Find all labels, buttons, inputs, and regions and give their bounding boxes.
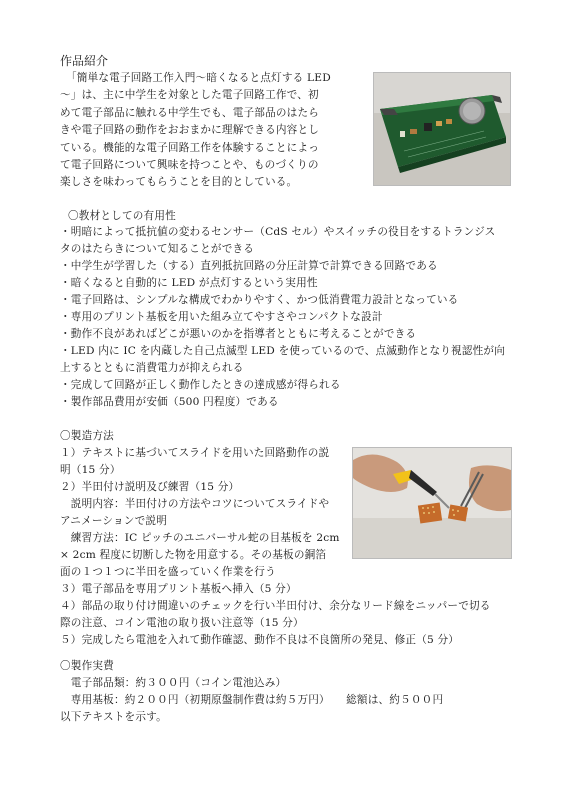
method-line: ３）電子部品を専用プリント基板へ挿入（5 分） (60, 583, 297, 595)
section-heading-intro: 作品紹介 (60, 54, 109, 68)
merit-line: ・完成して回路が正しく動作したときの達成感が得られる (60, 379, 341, 391)
intro-line: 楽しさを味わってもらうことを目的としている。 (60, 176, 298, 188)
section-heading-cost: 〇製作実費 (60, 660, 114, 672)
merit-line: ・専用のプリント基板を用いた組み立てやすさやコンパクトな設計 (60, 311, 383, 323)
intro-line: て電子回路について興味を持つことや、ものづくりの (60, 159, 319, 171)
circuit-board-photo (373, 72, 511, 186)
merit-line: 上するとともに消費電力が抑えられる (60, 362, 244, 374)
intro-line: ～」は、主に中学生を対象とした電子回路工作で、初 (60, 89, 319, 101)
intro-line: ている。機能的な電子回路工作を体験することによっ (60, 142, 320, 154)
soldering-practice-photo (352, 447, 512, 559)
merit-line: ・製作部品費用が安価（500 円程度）である (60, 396, 279, 408)
cost-line: 専用基板：約２００円（初期原盤制作費は約５万円） 総額は、約５００円 (60, 694, 444, 706)
method-line: 明（15 分） (60, 464, 121, 476)
merit-line: ・暗くなると自動的に LED が点灯するという実用性 (60, 277, 318, 289)
intro-line: きや電子回路の動作をおおまかに理解できる内容とし (60, 124, 320, 136)
merit-line: ・電子回路は、シンプルな構成でわかりやすく、かつ低消費電力設計となっている (60, 294, 459, 306)
method-line: １）テキストに基づいてスライドを用いた回路動作の説 (60, 447, 330, 459)
cost-line: 以下テキストを示す。 (60, 711, 167, 723)
method-line: ５）完成したら電池を入れて動作確認、動作不良は不良箇所の発見、修正（5 分） (60, 634, 460, 646)
cost-line: 電子部品類：約３００円（コイン電池込み） (60, 677, 287, 689)
merit-line: ・動作不良があればどこが悪いのかを指導者とともに考えることができる (60, 328, 417, 340)
method-line: 際の注意、コイン電池の取り扱い注意等（15 分） (60, 617, 304, 629)
section-heading-merits: 〇教材としての有用性 (68, 210, 176, 222)
intro-line: めて電子部品に触れる中学生でも、電子部品のはたら (60, 107, 320, 119)
merit-line: ・LED 内に IC を内蔵した自己点滅型 LED を使っているので、点滅動作となり視認性が向 (60, 345, 506, 357)
merit-line: タのはたらきについて知ることができる (60, 243, 255, 255)
method-line: ２）半田付け説明及び練習（15 分） (60, 481, 240, 493)
intro-line: 「簡単な電子回路工作入門～暗くなると点灯する LED (66, 72, 331, 84)
method-line: アニメーションで説明 (60, 515, 167, 527)
method-line: ４）部品の取り付け間違いのチェックを行い半田付け、余分なリード線をニッパーで切る (60, 600, 491, 612)
merit-line: ・明暗によって抵抗値の変わるセンサー（CdS セル）やスイッチの役目をするトランジス (60, 226, 496, 238)
method-line: 練習方法：IC ピッチのユニバーサル蛇の目基板を 2cm (60, 532, 340, 544)
section-heading-method: 〇製造方法 (60, 430, 114, 442)
method-line: × 2cm 程度に切断した物を用意する。その基板の銅箔 (60, 549, 327, 561)
method-line: 面の１つ１つに半田を盛っていく作業を行う (60, 566, 276, 578)
merit-line: ・中学生が学習した（する）直列抵抗回路の分圧計算で計算できる回路である (60, 260, 438, 272)
method-line: 説明内容：半田付けの方法やコツについてスライドや (60, 498, 330, 510)
